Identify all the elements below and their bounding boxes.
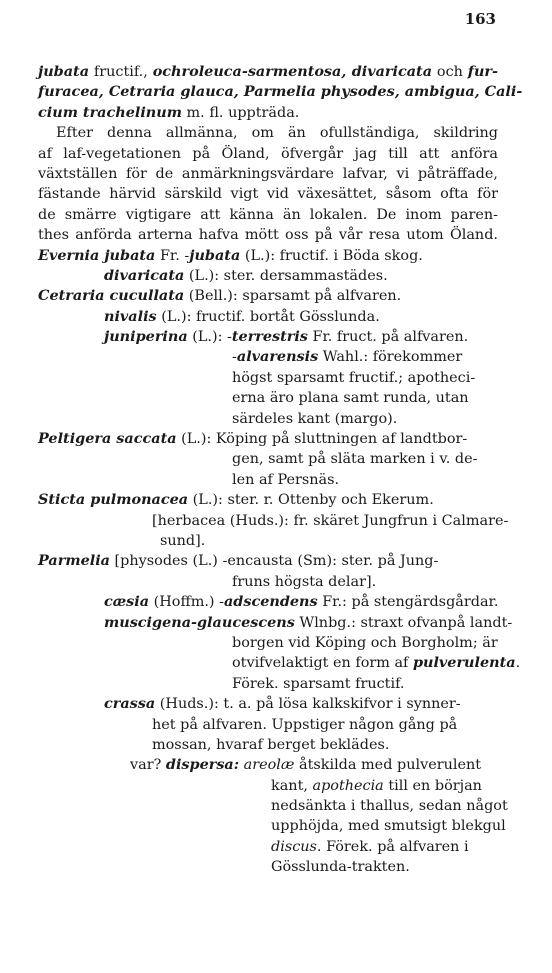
taxon-name: areolæ (243, 757, 295, 774)
text-line (38, 286, 498, 306)
text-run: Efter denna allmänna, om än ofullständiga, skildring (56, 125, 498, 142)
text-run: [physodes (L.) -encausta (Sm): ster. på Jung- (109, 553, 439, 570)
text-line (38, 776, 498, 796)
text-line (38, 592, 498, 612)
text-line (38, 531, 498, 551)
taxon-name: juniperina (104, 328, 188, 346)
text-line (38, 205, 498, 225)
text-line (38, 551, 498, 571)
text-line (38, 144, 498, 164)
text-run: (L.): ster. dersammastädes. (184, 267, 388, 284)
text-line (38, 225, 498, 245)
text-run: (Hoffm.) - (149, 594, 224, 611)
taxon-name: cium trachelinum (38, 103, 182, 121)
text-run: (Bell.): sparsamt på alfvaren. (184, 288, 402, 305)
text-line (38, 246, 498, 266)
text-run: (L.): ster. r. Ottenby och Ekerum. (188, 492, 434, 509)
taxon-name: discus (271, 838, 317, 855)
page-number: 163 (464, 10, 496, 28)
text-line (38, 409, 498, 429)
taxon-name: Parmelia (38, 552, 110, 570)
text-run: Förek. sparsamt fructif. (232, 675, 405, 692)
text-line (38, 82, 523, 102)
text-run: fruns högsta delar]. (232, 573, 377, 590)
taxon-name: cæsia (104, 593, 150, 611)
text-line (38, 816, 506, 836)
text-line (38, 755, 498, 775)
taxon-name: alvarensis (236, 348, 319, 366)
taxon-name: crassa (104, 695, 156, 713)
text-run: (L.): fructif. i Böda skog. (240, 247, 423, 264)
text-run: var? (130, 757, 166, 774)
text-line (38, 429, 498, 449)
text-line (38, 184, 498, 204)
taxon-name: pulverulenta (412, 654, 516, 672)
text-run: Wahl.: förekommer (318, 349, 463, 366)
text-run: åtskilda med pulverulent (294, 757, 482, 774)
taxon-name: jubata (38, 63, 90, 80)
text-line (38, 511, 509, 531)
text-run: (L.): Köping på sluttningen af landtbor- (176, 431, 468, 448)
text-line (38, 123, 498, 143)
taxon-name: Peltigera saccata (38, 430, 177, 448)
taxon-name: dispersa: (165, 756, 240, 774)
text-line (38, 633, 498, 653)
text-run: het på alfvaren. Uppstiger någon gång på (152, 716, 458, 733)
text-run: Fr. fruct. på alfvaren. (307, 329, 469, 346)
text-run: Gösslunda-trakten. (271, 859, 410, 876)
text-line (38, 347, 498, 367)
text-run: Wlnbg.: straxt ofvanpå landt- (294, 614, 513, 631)
text-run: upphöjda, med smutsigt blekgul (271, 818, 506, 835)
text-run: otvifvelaktigt en form af (232, 655, 413, 672)
text-run: [herbacea (Huds.): fr. skäret Jungfrun i Calmare- (152, 512, 509, 529)
taxon-name: Cetraria cucullata (38, 287, 185, 305)
text-run: af laf-vegetationen på Öland, öfvergår jag till att anföra (38, 145, 498, 162)
taxon-name: fur- (467, 63, 498, 80)
text-line (38, 368, 498, 388)
taxon-name: terrestris (231, 328, 308, 346)
text-line (38, 796, 508, 816)
text-run: nedsänkta i thallus, sedan något (271, 798, 508, 815)
text-line (38, 837, 498, 857)
text-line (38, 694, 498, 714)
text-run: kant, (271, 777, 313, 794)
text-line (38, 572, 498, 592)
text-run: fructif., (89, 64, 153, 80)
text-line (38, 449, 498, 469)
text-run: särdeles kant (margo). (232, 410, 398, 427)
text-line (38, 613, 513, 633)
taxon-name: ochroleuca-sarmentosa, divaricata (152, 63, 433, 80)
text-run: mossan, hvaraf berget beklädes. (152, 736, 390, 753)
text-run: (L.): - (187, 329, 232, 346)
text-line (38, 674, 498, 694)
taxon-name: divaricata (104, 266, 185, 284)
text-line (38, 266, 498, 286)
text-line (38, 62, 498, 82)
text-run: m. fl. uppträda. (181, 104, 300, 121)
taxon-name: furacea, Cetraria glauca, Parmelia physodes, ambigua, Cali- (38, 83, 523, 101)
taxon-name: jubata (189, 246, 241, 264)
taxon-name: nivalis (104, 307, 157, 325)
text-run: växtställen för de anmärkningsvärdare lafvar, vi påträffade, (38, 165, 498, 182)
text-run: thes anförda arterna hafva mött oss på vår resa utom Öland. (38, 227, 498, 244)
taxon-name: Sticta pulmonacea (38, 491, 189, 509)
text-run: len af Persnäs. (232, 471, 340, 488)
text-line (38, 388, 498, 408)
text-run: (L.): fructif. bortåt Gösslunda. (156, 308, 380, 325)
text-run: Fr. - (155, 247, 190, 264)
text-run: till en början (383, 777, 482, 794)
text-line (38, 735, 498, 755)
text-run: och (432, 64, 468, 80)
text-run: erna äro plana samt runda, utan (232, 390, 469, 407)
taxon-name: Evernia jubata (38, 246, 156, 264)
text-run: (Huds.): t. a. på lösa kalkskifvor i synner- (155, 696, 461, 713)
taxon-name: apothecia (312, 777, 384, 794)
text-line (38, 164, 498, 184)
text-run: borgen vid Köping och Borgholm; är (232, 634, 498, 651)
text-line (38, 715, 498, 735)
text-run: sund]. (160, 532, 206, 549)
text-run: gen, samt på släta marken i v. de- (232, 451, 478, 468)
text-line (38, 490, 498, 510)
text-run: . (515, 655, 521, 672)
text-line (38, 470, 498, 490)
text-run: . Förek. på alfvaren i (316, 838, 469, 855)
text-run: högst sparsamt fructif.; apotheci- (232, 369, 476, 386)
text-line (38, 327, 498, 347)
taxon-name: muscigena-glaucescens (104, 613, 295, 631)
text-line (38, 103, 498, 123)
text-run: - (232, 349, 237, 366)
text-line (38, 653, 521, 673)
taxon-name: adscendens (223, 593, 318, 611)
text-line (38, 307, 498, 327)
text-line (38, 857, 498, 877)
text-run: de smärre vigtigare att känna än lokalen. De inom paren- (38, 206, 498, 223)
text-run: Fr.: på stengärdsgårdar. (317, 594, 499, 611)
text-run: fästande härvid särskild vigt vid växesättet, såsom ofta för (38, 186, 498, 203)
page-text (38, 62, 523, 878)
